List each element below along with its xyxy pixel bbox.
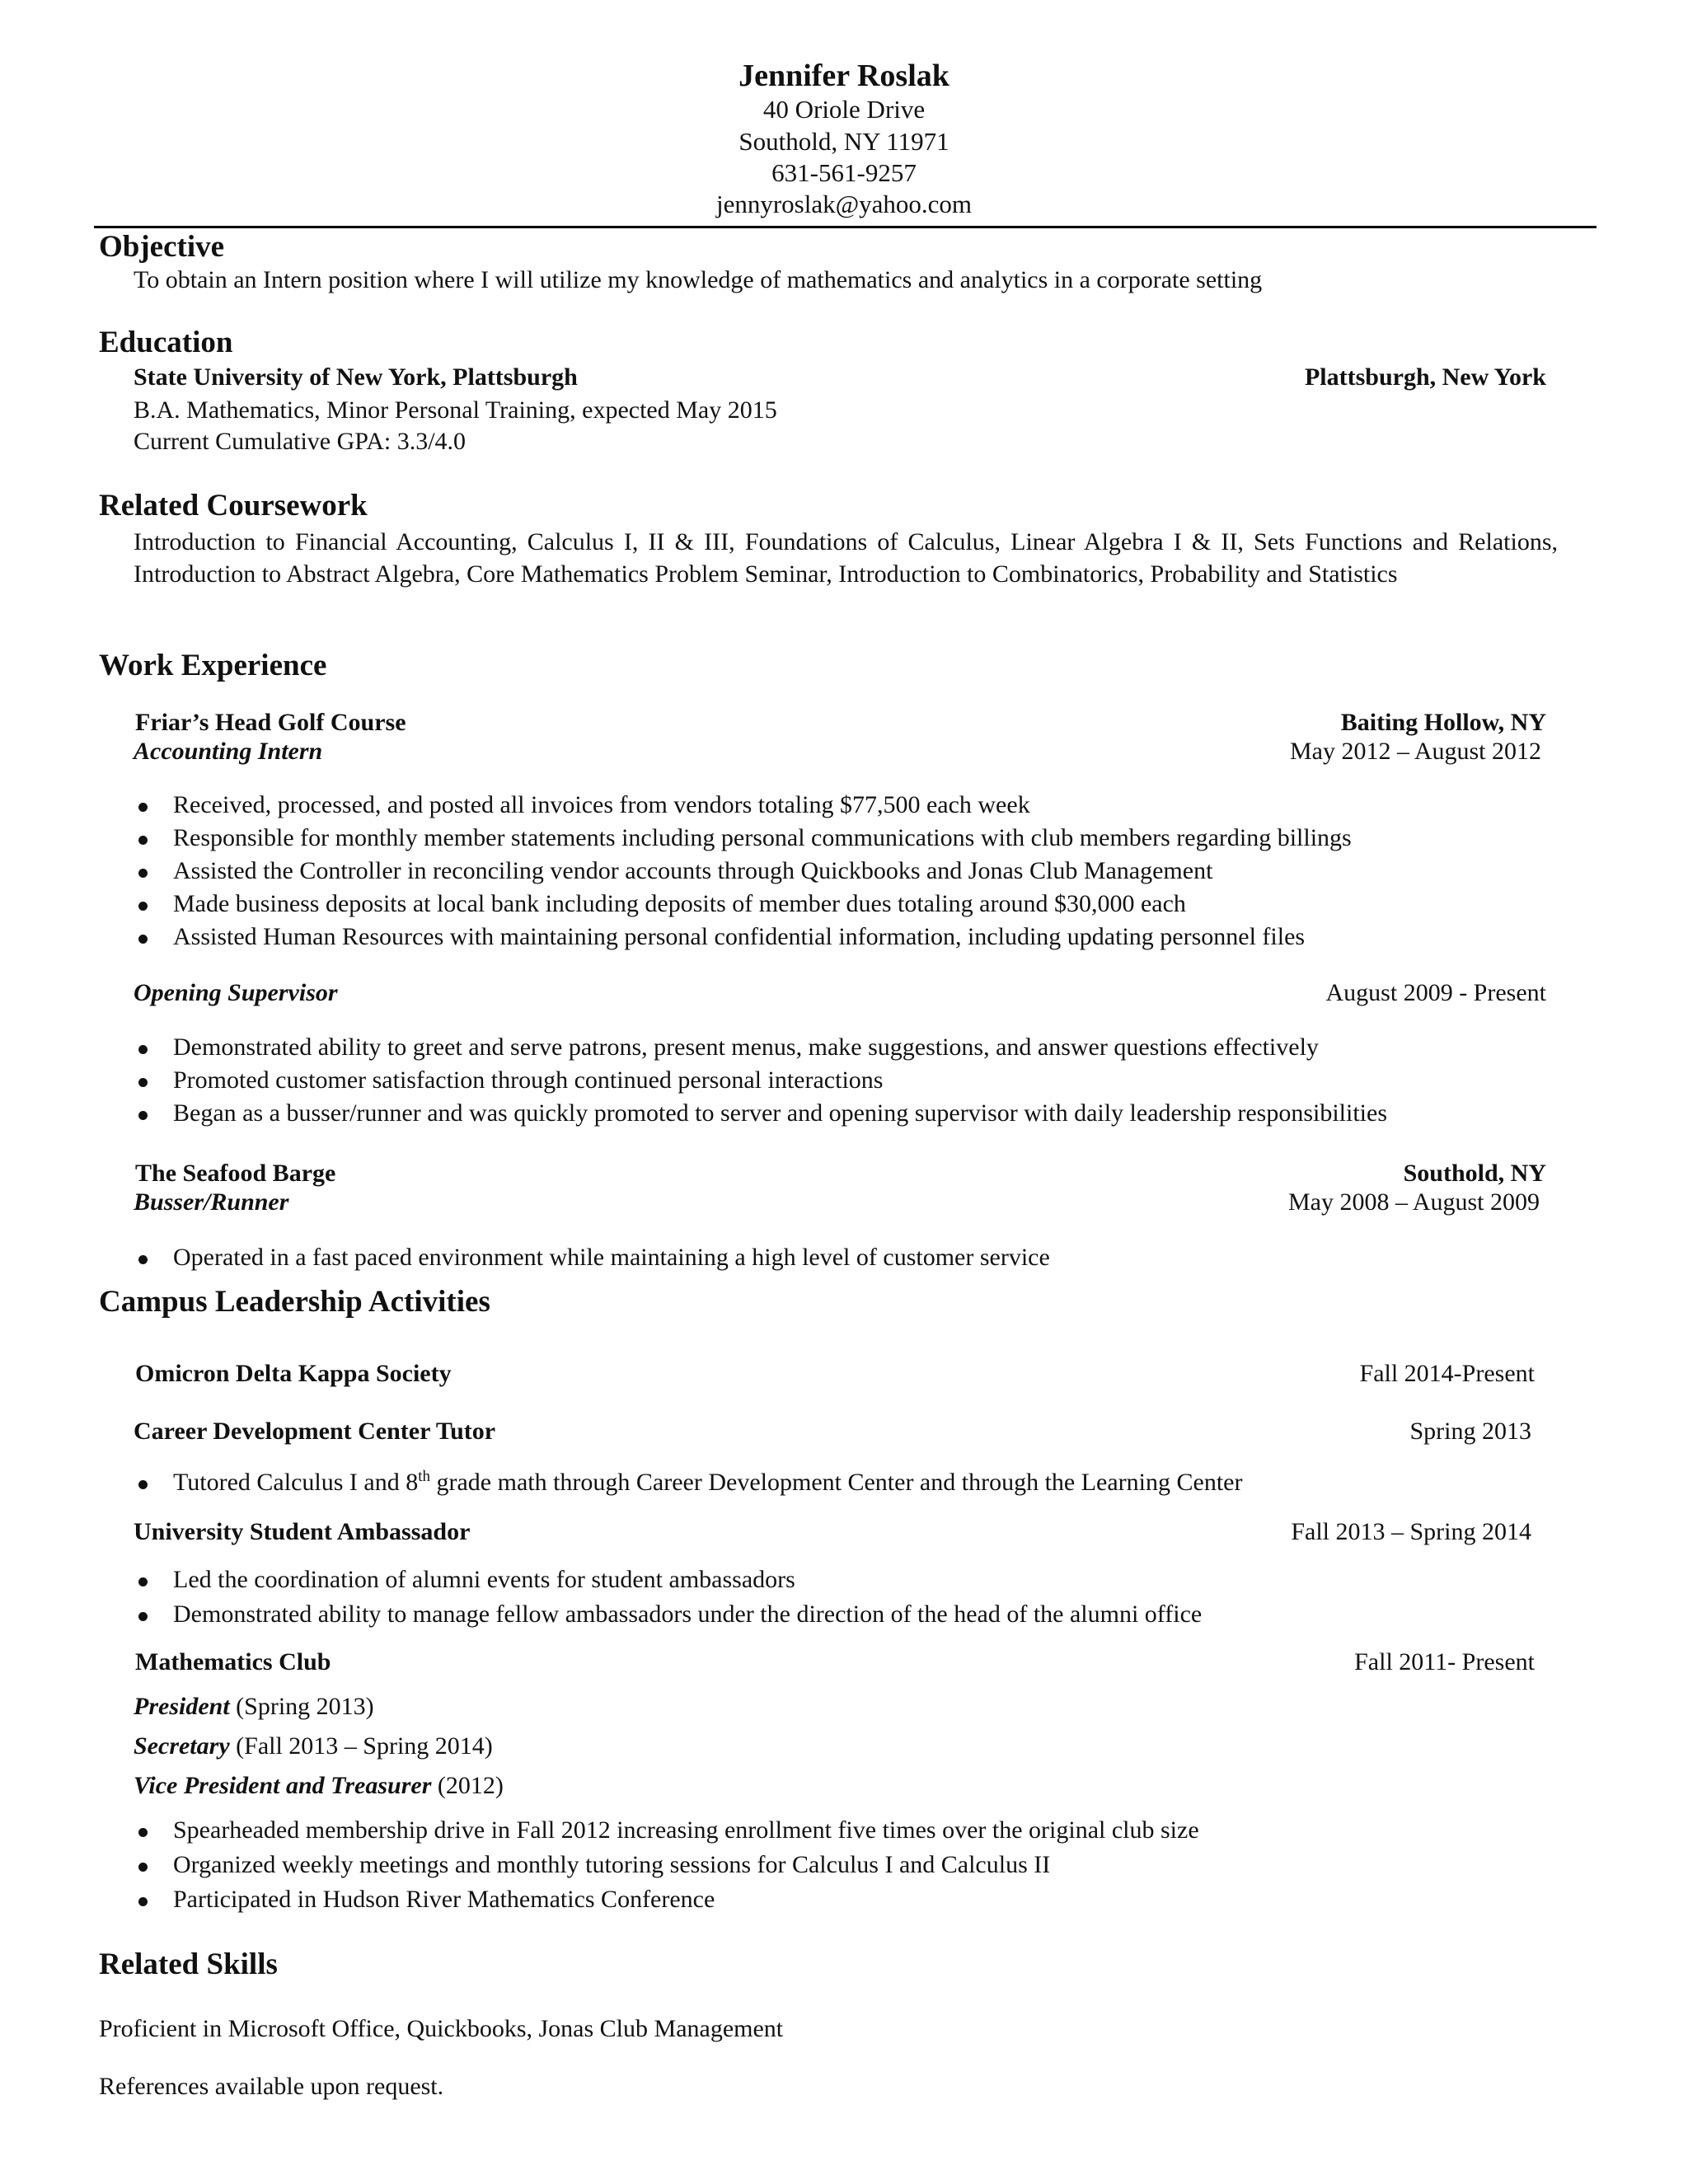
job-dates: May 2008 – August 2009 [1287,1188,1540,1216]
bullet-text-part: Tutored Calculus I and 8 [173,1469,419,1496]
club-role-title: Secretary [134,1732,230,1760]
bullet-icon [138,1897,148,1906]
club-role-title: Vice President and Treasurer [134,1772,432,1799]
job-dates: August 2009 - Present [1325,979,1546,1006]
bullet-icon [138,836,148,845]
bullet-text: Demonstrated ability to greet and serve patrons, present menus, make suggestions, and answer questions effectively [173,1033,1319,1061]
bullet-text: Responsible for monthly member statements including personal communications with club members regarding billings [173,824,1352,851]
activity-dates: Fall 2011- Present [1354,1648,1535,1675]
bullet-text [173,1469,1242,1497]
bullet-text: Led the coordination of alumni events for student ambassadors [173,1566,795,1593]
references-text: References available upon request. [99,2073,444,2100]
job-role: Accounting Intern [134,738,323,765]
activity-dates: Fall 2014-Present [1359,1360,1535,1387]
bullet-icon [138,803,148,812]
club-role-period: (Fall 2013 – Spring 2014) [229,1732,493,1760]
employer-name: The Seafood Barge [135,1160,336,1187]
bullet-text: Received, processed, and posted all invoices from vendors totaling $77,500 each week [173,791,1030,818]
school-location: Plattsburgh, New York [1304,363,1546,391]
bullet-text: Organized weekly meetings and monthly tutoring sessions for Calculus I and Calculus II [173,1851,1051,1878]
bullet-text: Demonstrated ability to manage fellow ambassadors under the direction of the head of the alumni office [173,1601,1203,1628]
bullet-icon [138,1863,148,1872]
phone-number: 631-561-9257 [771,158,917,187]
resume-name: Jennifer Roslak [738,59,950,93]
club-role [134,1772,504,1800]
employer-location: Baiting Hollow, NY [1340,709,1546,736]
degree-line: B.A. Mathematics, Minor Personal Training, expected May 2015 [134,396,777,424]
bullet-icon [138,1480,148,1489]
job-role: Busser/Runner [134,1188,289,1216]
gpa-line: Current Cumulative GPA: 3.3/4.0 [134,428,467,455]
education-heading: Education [99,326,233,359]
bullet-icon [138,1078,148,1087]
job-dates: May 2012 – August 2012 [1289,738,1541,765]
club-role-period: (2012) [431,1772,504,1799]
skills-text: Proficient in Microsoft Office, Quickbooks, Jonas Club Management [99,2015,784,2042]
bullet-text-part: grade math through Career Development Center and through the Learning Center [429,1469,1243,1496]
work-heading: Work Experience [99,649,327,682]
bullet-text: Spearheaded membership drive in Fall 2012 increasing enrollment five times over the original club size [173,1816,1199,1844]
employer-name: Friar’s Head Golf Course [135,709,406,736]
bullet-text: Participated in Hudson River Mathematics Conference [173,1886,715,1913]
campus-heading: Campus Leadership Activities [99,1285,490,1319]
objective-text: To obtain an Intern position where I will utilize my knowledge of mathematics and analytics in a corporate setting [134,266,1263,293]
activity-name: University Student Ambassador [134,1518,471,1545]
coursework-heading: Related Coursework [99,489,368,523]
club-role-title: President [134,1693,230,1720]
bullet-icon [138,1577,148,1586]
school-name: State University of New York, Plattsburgh [134,363,578,391]
activity-name: Omicron Delta Kappa Society [135,1360,452,1387]
coursework-text: Introduction to Financial Accounting, Calculus I, II & III, Foundations of Calculus, Linear Algebra I & II, Sets Functions and Relations, Introduction to Abstract Algebra, Core Mathematics Problem Seminar, Introduction to Combinatorics, Probability and Statistics [134,528,1558,588]
activity-name: Career Development Center Tutor [134,1418,496,1445]
address-line-2: Southold, NY 11971 [738,127,950,156]
bullet-icon [138,902,148,911]
bullet-icon [138,869,148,878]
club-role [134,1693,374,1721]
bullet-text: Made business deposits at local bank including deposits of member dues totaling around $30,000 each [173,890,1186,917]
bullet-text: Assisted Human Resources with maintaining personal confidential information, including updating personnel files [173,923,1306,950]
bullet-icon [138,1828,148,1837]
bullet-icon [138,1255,148,1264]
bullet-text: Assisted the Controller in reconciling vendor accounts through Quickbooks and Jonas Club Management [173,857,1213,884]
bullet-icon [138,1045,148,1054]
bullet-text: Began as a busser/runner and was quickly promoted to server and opening supervisor with daily leadership responsibilities [173,1099,1387,1127]
skills-heading: Related Skills [99,1947,278,1981]
objective-heading: Objective [99,230,225,264]
bullet-text: Promoted customer satisfaction through continued personal interactions [173,1066,884,1094]
job-role: Opening Supervisor [134,979,338,1006]
activity-name: Mathematics Club [135,1648,331,1675]
bullet-icon [138,1111,148,1120]
club-role [134,1732,493,1760]
bullet-icon [138,1612,148,1621]
activity-dates: Fall 2013 – Spring 2014 [1291,1518,1531,1545]
activity-dates: Spring 2013 [1409,1418,1531,1445]
employer-location: Southold, NY [1403,1160,1546,1187]
bullet-icon [138,935,148,944]
bullet-text: Operated in a fast paced environment while maintaining a high level of customer service [173,1244,1050,1271]
club-role-period: (Spring 2013) [229,1693,374,1720]
address-line-1: 40 Oriole Drive [762,95,926,124]
email-address: jennyroslak@yahoo.com [715,190,973,218]
header-divider [94,226,1597,228]
ordinal-superscript: th [418,1468,430,1485]
